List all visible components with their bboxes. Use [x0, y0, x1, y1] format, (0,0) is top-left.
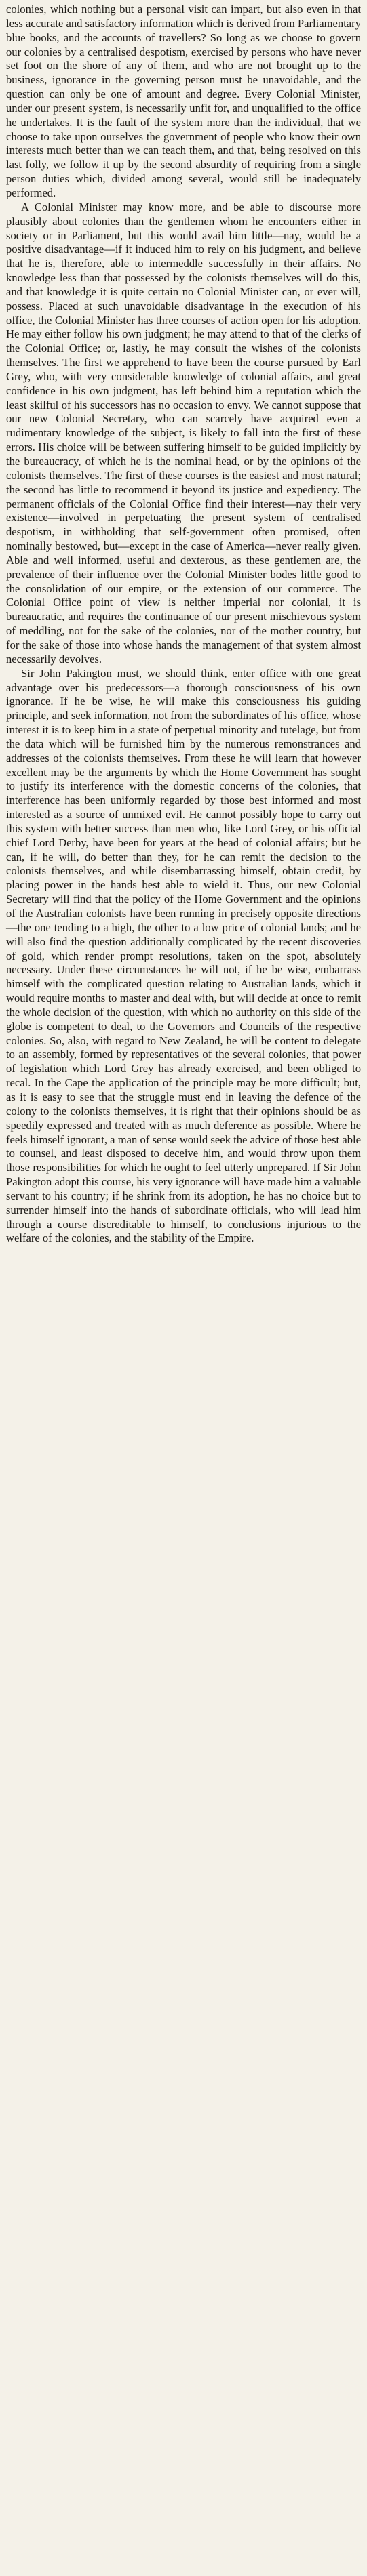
- article-paragraph: Sir John Pakington must, we should think, enter office with one great advantage over his predecessors—a thorough consciousness of his own ignorance. If he be wise, he will make this consciousness his guiding principle, and seek information, not from the subordinates of his office, whose interest it is to keep him in a state of perpetual minority and tutelage, but from the data which will be furnished him by the numerous remonstrances and addresses of the colonists themselves. From these he will learn that however excellent may be the arguments by which the Home Government has sought to justify its interference with the domestic concerns of the colonies, that interference has been uniformly regarded by those best informed and most interested as a source of unmixed evil. He cannot possibly hope to carry out this system with better success than men who, like Lord Grey, or his official chief Lord Derby, have been for years at the head of colonial affairs; but he can, if he will, do better than they, for he can remit the decision to the colonists themselves, and while disembarrassing himself, obtain credit, by placing power in the hands best able to wield it. Thus, our new Colonial Secretary will find that the policy of the Home Government and the opinions of the Australian colonists have been running in precisely opposite directions—the one tending to a high, the other to a low price of colonial lands; and he will also find the question additionally complicated by the recent discoveries of gold, which render prompt resolutions, taken on the spot, absolutely necessary. Under these circumstances he will not, if he be wise, embarrass himself with the complicated question relating to Australian lands, which it would require months to master and deal with, but will decide at once to remit the whole decision of the question, with which no authority on this side of the globe is competent to deal, to the Governors and Councils of the respective colonies. So, also, with regard to New Zealand, he will be content to delegate to an assembly, formed by representatives of the several colonies, that power of legislation which Lord Grey has already exercised, and been obliged to recal. In the Cape the application of the principle may be more difficult; but, as it is easy to see that the struggle must end in leaving the defence of the colony to the colonists themselves, it is right that their opinions should be as speedily expressed and treated with as much deference as possible. Where he feels himself ignorant, a man of sense would seek the advice of those best able to counsel, and least disposed to deceive him, and would throw upon them those responsibilities for which he ought to feel utterly unprepared. If Sir John Pakington adopt this course, his very ignorance will have made him a valuable servant to his country; if he shrink from its adoption, he has no choice but to surrender himself into the hands of subordinate officials, who will lead him through a course discreditable to himself, to conclusions injurious to the welfare of the colonies, and the stability of the Empire.: [6, 666, 361, 1245]
- article-paragraph: colonies, which nothing but a personal visit can impart, but also even in that less accurate and satisfactory information which is derived from Parliamentary blue books, and the accounts of travellers? So long as we choose to govern our colonies by a centralised despotism, exercised by persons who have never set foot on the shore of any of them, and who are not brought up to the business, ignorance in the governing person must be unavoidable, and the question can only be one of amount and degree. Every Colonial Minister, under our present system, is necessarily unfit for, and unqualified to the office he undertakes. It is the fault of the system more than the individual, that we choose to take upon ourselves the government of people who know their own interests much better than we can teach them, and that, being resolved on this last folly, we follow it up by the second absurdity of requiring from a single person duties which, divided among several, would still be inadequately performed.: [6, 3, 361, 199]
- article-column: [6, 3, 361, 1246]
- article-paragraph: A Colonial Minister may know more, and be able to discourse more plausibly about colonies than the gentlemen whom he encounters either in society or in Parliament, but this would avail him little—nay, would be a positive disadvantage—if it induced him to rely on his judgment, and believe that he is, therefore, able to intermeddle successfully in their affairs. No knowledge less than that possessed by the colonists themselves will do this, and that knowledge it is quite certain no Colonial Minister can, or ever will, possess. Placed at such unavoidable disadvantage in the execution of his office, the Colonial Minister has three courses of action open for his adoption. He may either follow his own judgment; he may attend to that of the clerks of the Colonial Office; or, lastly, he may consult the wishes of the colonists themselves. The first we apprehend to have been the course pursued by Earl Grey, who, with very considerable knowledge of colonial affairs, and great confidence in his own judgment, has left behind him a reputation which the least skilful of his successors has no occasion to envy. We cannot suppose that our new Colonial Secretary, who can scarcely have acquired even a rudimentary knowledge of the subject, is likely to fall into the first of these errors. His choice will be between suffering himself to be guided implicitly by the bureaucracy, of which he is the nominal head, or by the opinions of the colonists themselves. The first of these courses is the easiest and most natural; the second has little to recommend it beyond its justice and expediency. The permanent officials of the Colonial Office find their interest—nay their very existence—involved in perpetuating the present system of centralised despotism, in withholding that self-government often promised, often nominally bestowed, but—except in the case of America—never really given. Able and well informed, useful and dexterous, as these gentlemen are, the prevalence of their influence over the Colonial Minister bodes little good to the consolidation of our empire, or the extension of our commerce. The Colonial Office point of view is neither imperial nor colonial, it is bureaucratic, and requires the continuance of our present mischievous system of meddling, not for the sake of the colonies, nor of the mother country, but for the sake of those into whose hands the management of that system almost necessarily devolves.: [6, 200, 361, 666]
